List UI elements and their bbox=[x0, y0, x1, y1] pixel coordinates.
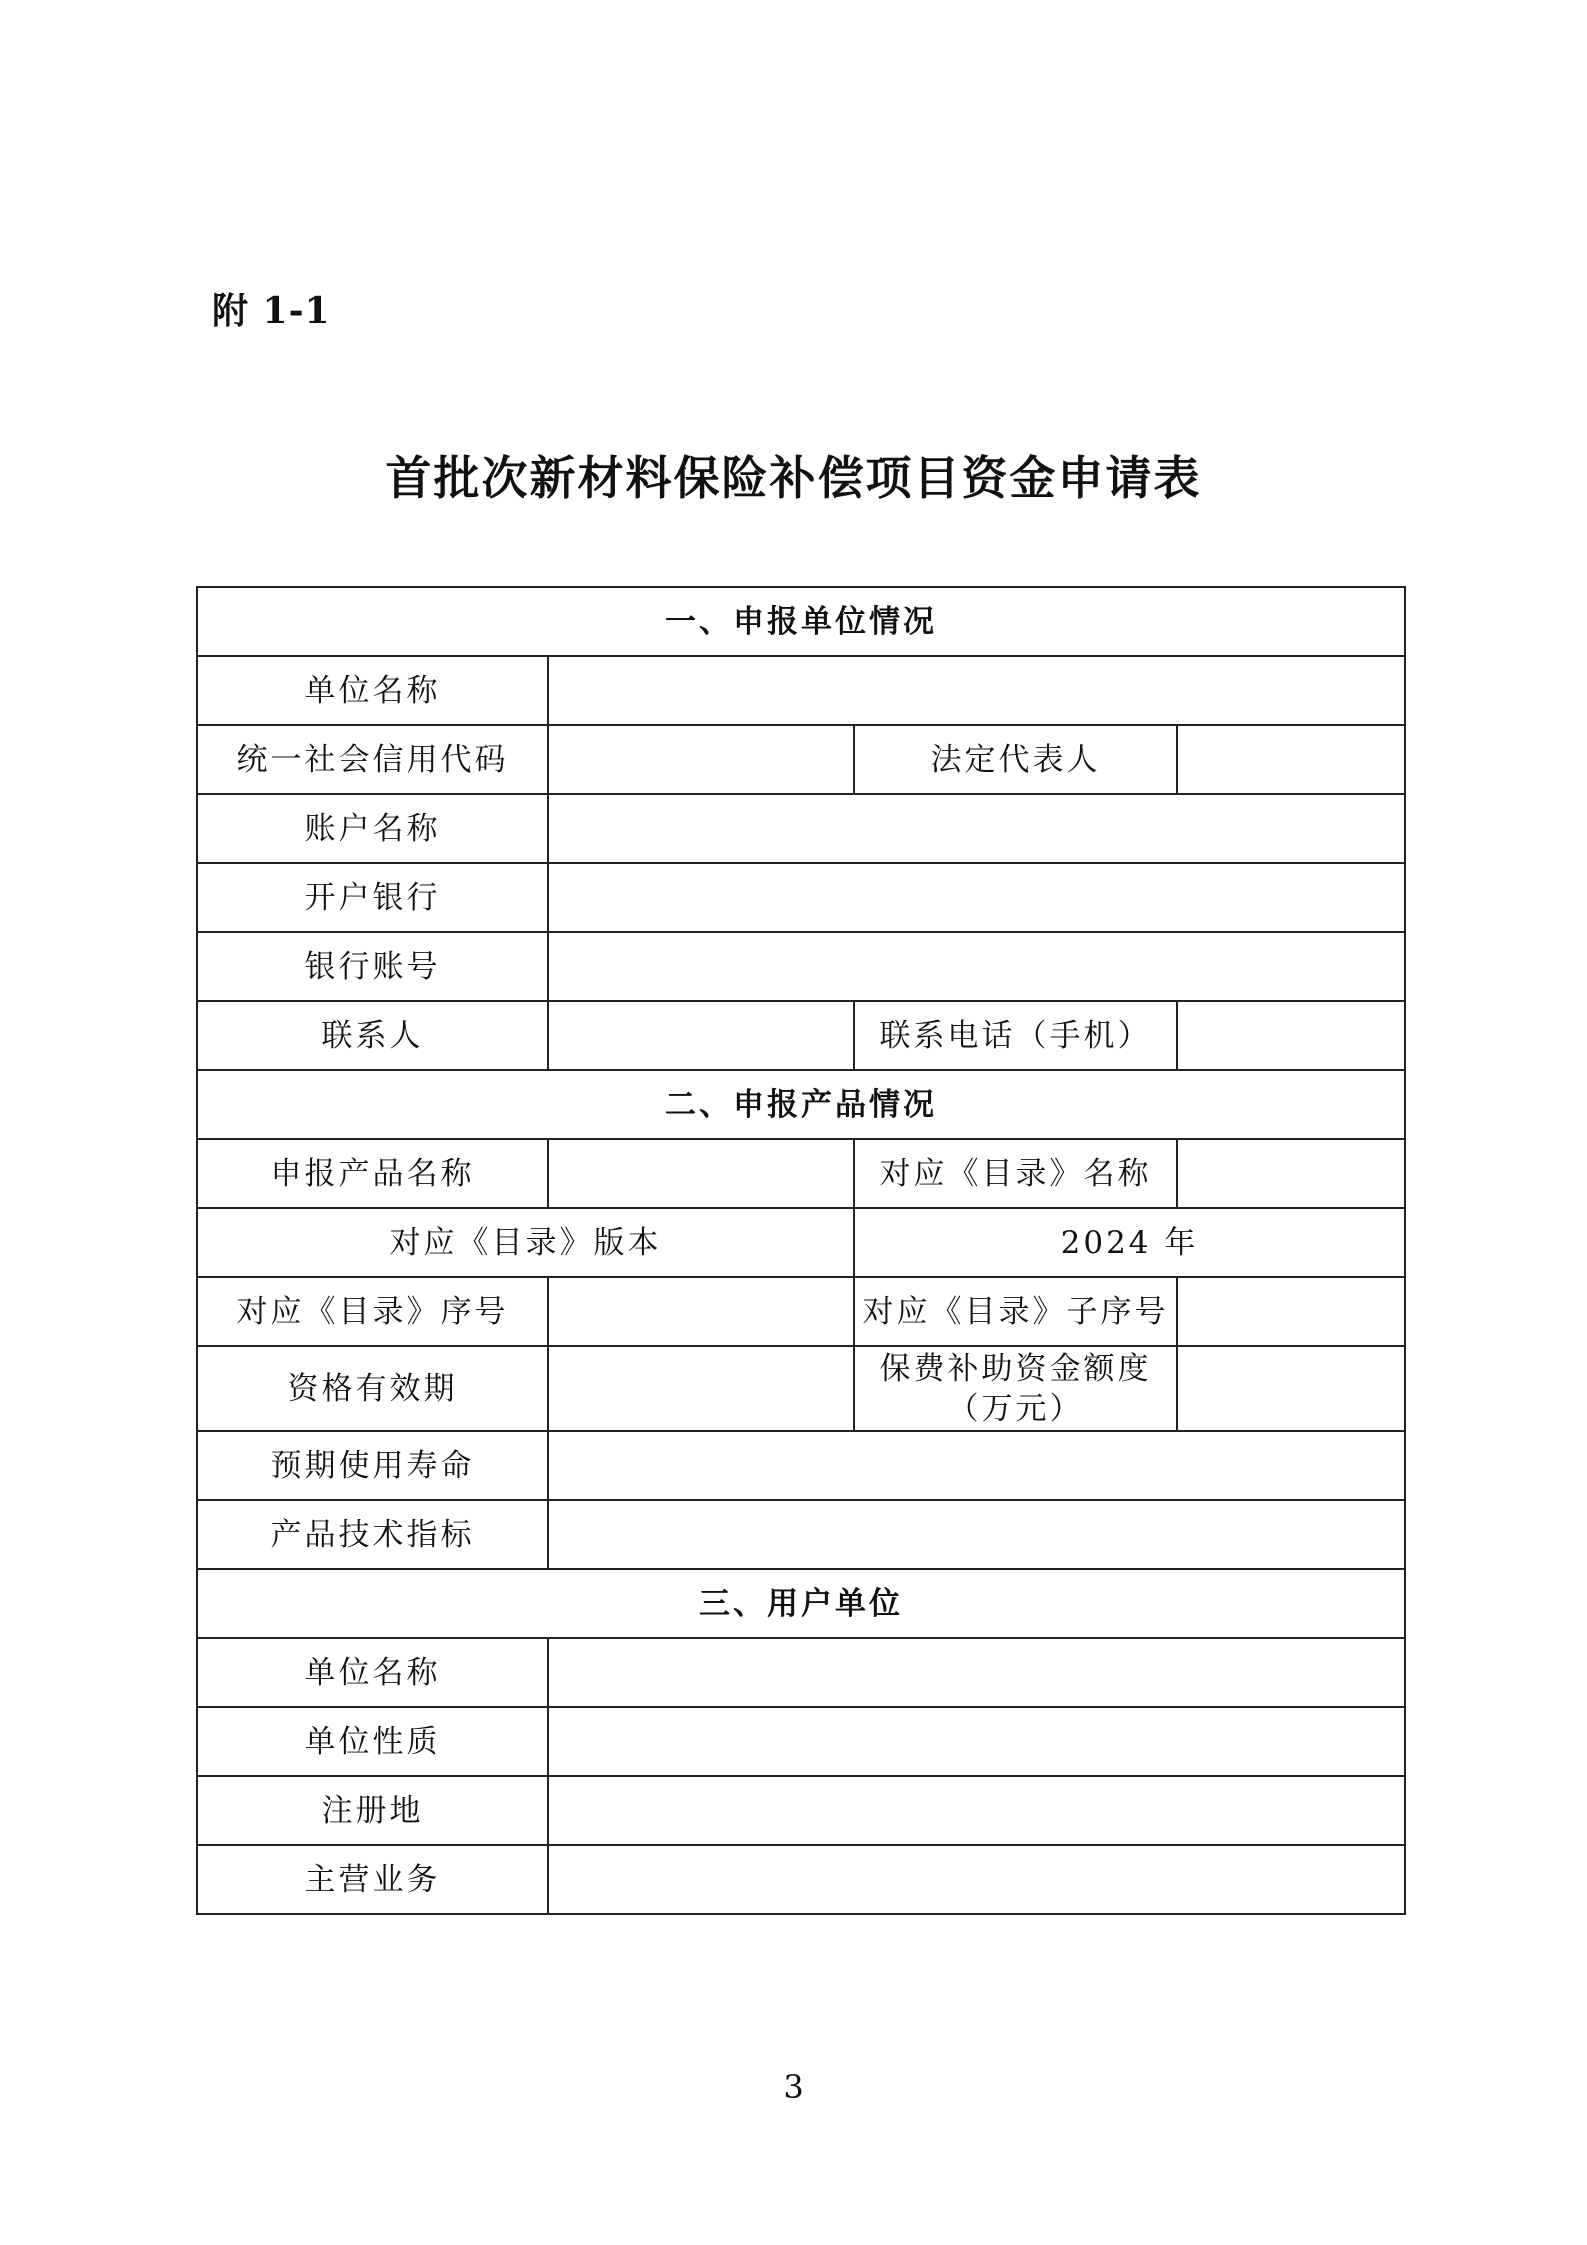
contact-phone-label: 联系电话（手机） bbox=[854, 1001, 1177, 1070]
catalog-version-row bbox=[197, 1208, 1405, 1277]
section1-header-row bbox=[197, 587, 1405, 656]
subsidy-label-line2: （万元） bbox=[947, 1390, 1084, 1427]
registered-place-label: 注册地 bbox=[197, 1776, 548, 1845]
main-business-row bbox=[197, 1845, 1405, 1914]
bank-account-field[interactable] bbox=[548, 932, 1405, 1001]
user-unit-name-row bbox=[197, 1638, 1405, 1707]
credit-code-row bbox=[197, 725, 1405, 794]
contact-field[interactable] bbox=[548, 1001, 854, 1070]
bank-label: 开户银行 bbox=[197, 863, 548, 932]
catalog-name-label: 对应《目录》名称 bbox=[854, 1139, 1177, 1208]
contact-row bbox=[197, 1001, 1405, 1070]
tech-index-field[interactable] bbox=[548, 1500, 1405, 1569]
bank-row bbox=[197, 863, 1405, 932]
section2-header-row bbox=[197, 1070, 1405, 1139]
catalog-no-label: 对应《目录》序号 bbox=[197, 1277, 548, 1346]
account-name-label: 账户名称 bbox=[197, 794, 548, 863]
catalog-no-row bbox=[197, 1277, 1405, 1346]
service-life-label: 预期使用寿命 bbox=[197, 1431, 548, 1500]
subsidy-field[interactable] bbox=[1177, 1346, 1405, 1431]
catalog-name-field[interactable] bbox=[1177, 1139, 1405, 1208]
catalog-version-value: 2024 年 bbox=[854, 1208, 1405, 1277]
product-name-label: 申报产品名称 bbox=[197, 1139, 548, 1208]
product-name-row bbox=[197, 1139, 1405, 1208]
service-life-field[interactable] bbox=[548, 1431, 1405, 1500]
unit-nature-row bbox=[197, 1707, 1405, 1776]
tech-index-row bbox=[197, 1500, 1405, 1569]
tech-index-label: 产品技术指标 bbox=[197, 1500, 548, 1569]
main-business-field[interactable] bbox=[548, 1845, 1405, 1914]
catalog-sub-no-field[interactable] bbox=[1177, 1277, 1405, 1346]
page-title: 首批次新材料保险补偿项目资金申请表 bbox=[385, 451, 1202, 505]
bank-account-row bbox=[197, 932, 1405, 1001]
catalog-version-label: 对应《目录》版本 bbox=[197, 1208, 854, 1277]
section3-header-row bbox=[197, 1569, 1405, 1638]
contact-label: 联系人 bbox=[197, 1001, 548, 1070]
unit-nature-label: 单位性质 bbox=[197, 1707, 548, 1776]
product-name-field[interactable] bbox=[548, 1139, 854, 1208]
credit-code-label: 统一社会信用代码 bbox=[197, 725, 548, 794]
legal-rep-field[interactable] bbox=[1177, 725, 1405, 794]
account-name-row bbox=[197, 794, 1405, 863]
subsidy-label-line1: 保费补助资金额度 bbox=[879, 1350, 1152, 1387]
account-name-field[interactable] bbox=[548, 794, 1405, 863]
catalog-no-field[interactable] bbox=[548, 1277, 854, 1346]
legal-rep-label: 法定代表人 bbox=[854, 725, 1177, 794]
bank-account-label: 银行账号 bbox=[197, 932, 548, 1001]
validity-label: 资格有效期 bbox=[197, 1346, 548, 1431]
registered-place-row bbox=[197, 1776, 1405, 1845]
application-form-table bbox=[196, 586, 1406, 1915]
attachment-label: 附 1-1 bbox=[212, 290, 331, 332]
subsidy-label bbox=[854, 1346, 1177, 1431]
section3-heading: 三、用户单位 bbox=[197, 1569, 1405, 1638]
credit-code-field[interactable] bbox=[548, 725, 854, 794]
validity-row bbox=[197, 1346, 1405, 1431]
validity-field[interactable] bbox=[548, 1346, 854, 1431]
service-life-row bbox=[197, 1431, 1405, 1500]
user-unit-name-field[interactable] bbox=[548, 1638, 1405, 1707]
registered-place-field[interactable] bbox=[548, 1776, 1405, 1845]
unit-name-label: 单位名称 bbox=[197, 656, 548, 725]
section2-heading: 二、申报产品情况 bbox=[197, 1070, 1405, 1139]
section1-heading: 一、申报单位情况 bbox=[197, 587, 1405, 656]
unit-name-field[interactable] bbox=[548, 656, 1405, 725]
main-business-label: 主营业务 bbox=[197, 1845, 548, 1914]
unit-nature-field[interactable] bbox=[548, 1707, 1405, 1776]
bank-field[interactable] bbox=[548, 863, 1405, 932]
page-number: 3 bbox=[783, 2068, 804, 2106]
user-unit-name-label: 单位名称 bbox=[197, 1638, 548, 1707]
catalog-sub-no-label: 对应《目录》子序号 bbox=[854, 1277, 1177, 1346]
unit-name-row bbox=[197, 656, 1405, 725]
contact-phone-field[interactable] bbox=[1177, 1001, 1405, 1070]
